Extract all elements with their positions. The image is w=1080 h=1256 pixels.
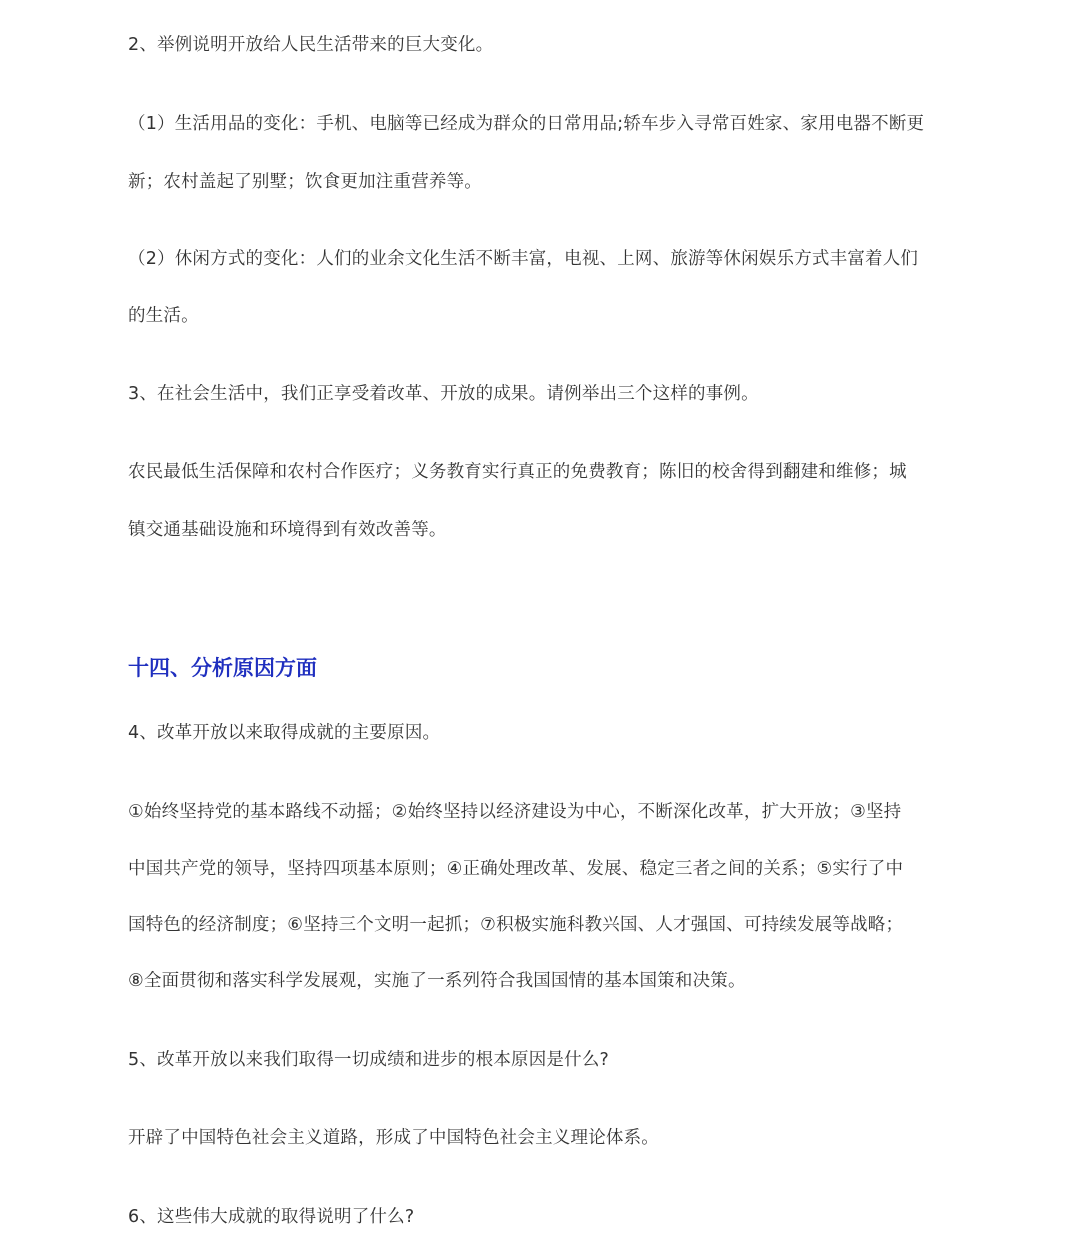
answer-2-item-1-line-2: 新；农村盖起了别墅；饮食更加注重营养等。 bbox=[128, 172, 482, 192]
answer-2-item-2-line-2: 的生活。 bbox=[128, 306, 199, 326]
question-6: 6、这些伟大成就的取得说明了什么? bbox=[128, 1207, 415, 1227]
answer-4-line-3: 国特色的经济制度；⑥坚持三个文明一起抓；⑦积极实施科教兴国、人才强国、可持续发展等战略； bbox=[128, 915, 904, 935]
question-4: 4、改革开放以来取得成就的主要原因。 bbox=[128, 723, 441, 743]
answer-4-line-1: ①始终坚持党的基本路线不动摇；②始终坚持以经济建设为中心，不断深化改革，扩大开放；③坚持 bbox=[128, 802, 902, 822]
section-heading: 十四、分析原因方面 bbox=[128, 656, 317, 680]
answer-2-item-2-line-1: （2）休闲方式的变化：人们的业余文化生活不断丰富，电视、上网、旅游等休闲娱乐方式丰富着人们 bbox=[128, 249, 919, 269]
answer-3-line-2: 镇交通基础设施和环境得到有效改善等。 bbox=[128, 520, 447, 540]
answer-2-item-1-line-1: （1）生活用品的变化：手机、电脑等已经成为群众的日常用品;轿车步入寻常百姓家、家用电器不断更 bbox=[128, 114, 925, 134]
answer-4-line-4: ⑧全面贯彻和落实科学发展观，实施了一系列符合我国国情的基本国策和决策。 bbox=[128, 971, 746, 991]
question-5: 5、改革开放以来我们取得一切成绩和进步的根本原因是什么? bbox=[128, 1050, 610, 1070]
question-2: 2、举例说明开放给人民生活带来的巨大变化。 bbox=[128, 35, 494, 55]
answer-5: 开辟了中国特色社会主义道路，形成了中国特色社会主义理论体系。 bbox=[128, 1128, 659, 1148]
answer-4-line-2: 中国共产党的领导，坚持四项基本原则；④正确处理改革、发展、稳定三者之间的关系；⑤实行了中 bbox=[128, 859, 904, 879]
answer-3-line-1: 农民最低生活保障和农村合作医疗；义务教育实行真正的免费教育；陈旧的校舍得到翻建和维修；城 bbox=[128, 462, 907, 482]
question-3: 3、在社会生活中，我们正享受着改革、开放的成果。请例举出三个这样的事例。 bbox=[128, 384, 759, 404]
